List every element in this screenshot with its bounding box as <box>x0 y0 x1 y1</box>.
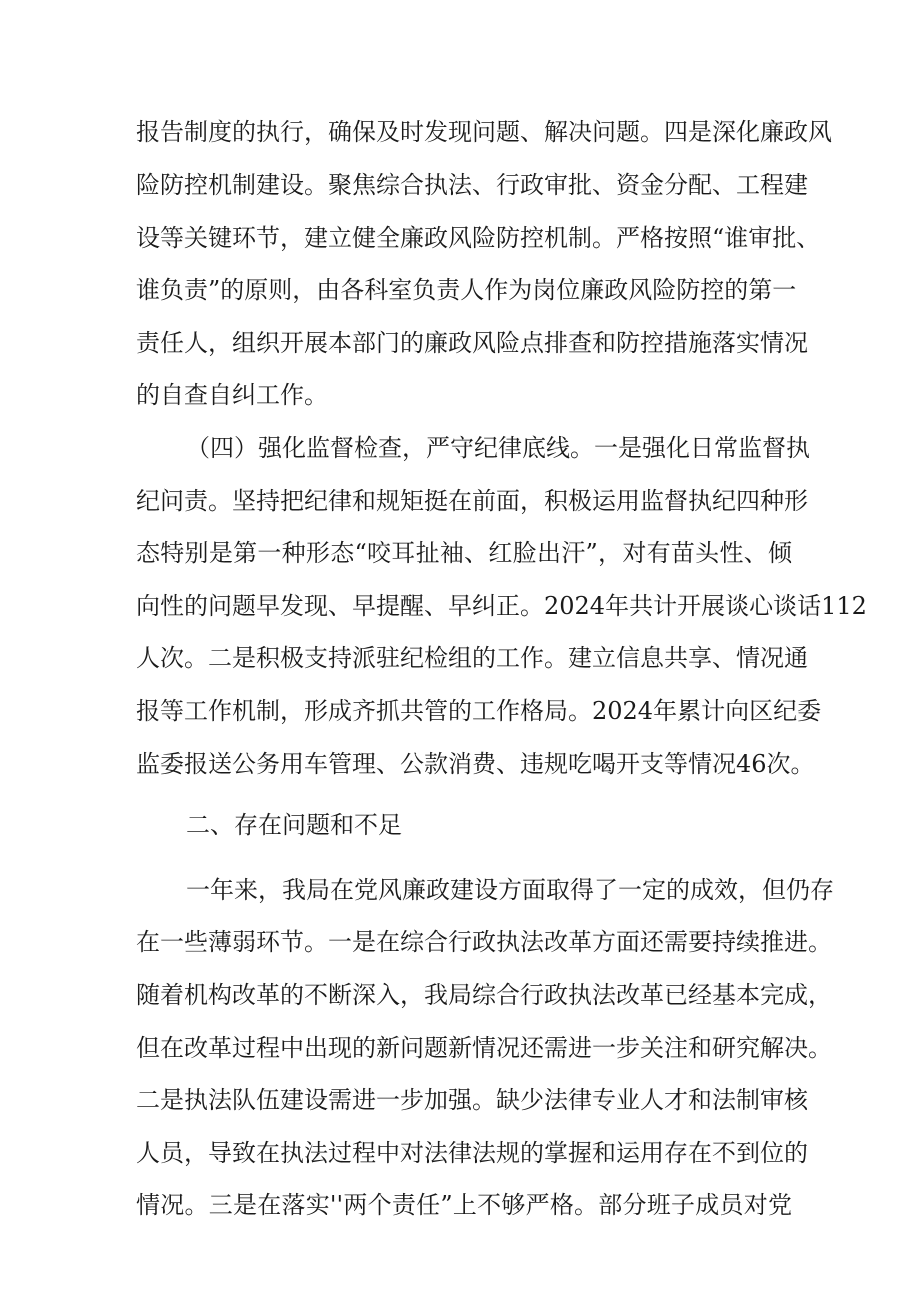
paragraph-2-line-6: 报等工作机制，形成齐抓共管的工作格局。2024年累计向区纪委 <box>136 697 822 725</box>
paragraph-1-line-2: 险防控机制建设。聚焦综合执法、行政审批、资金分配、工程建 <box>136 171 808 199</box>
paragraph-3-line-1: 一年来，我局在党风廉政建设方面取得了一定的成效，但仍存 <box>186 876 834 904</box>
paragraph-3-line-3: 随着机构改革的不断深入，我局综合行政执法改革已经基本完成， <box>136 981 832 1009</box>
paragraph-2-line-2: 纪问责。坚持把纪律和规矩挺在前面，积极运用监督执纪四种形 <box>136 487 808 515</box>
paragraph-3-line-6: 人员，导致在执法过程中对法律法规的掌握和运用存在不到位的 <box>136 1139 808 1167</box>
paragraph-3-line-2: 在一些薄弱环节。一是在综合行政执法改革方面还需要持续推进。 <box>136 928 832 956</box>
paragraph-1-line-3: 设等关键环节，建立健全廉政风险防控机制。严格按照“谁审批、 <box>136 224 821 252</box>
section-heading: 二、存在问题和不足 <box>186 811 402 839</box>
paragraph-2-line-5: 人次。二是积极支持派驻纪检组的工作。建立信息共享、情况通 <box>136 644 808 672</box>
paragraph-3-line-5: 二是执法队伍建设需进一步加强。缺少法律专业人才和法制审核 <box>136 1086 808 1114</box>
paragraph-1-line-6: 的自查自纠工作。 <box>136 381 328 409</box>
paragraph-1-line-4: 谁负责”的原则，由各科室负责人作为岗位廉政风险防控的第一 <box>136 276 797 304</box>
paragraph-2-line-4: 向性的问题早发现、早提醒、早纠正。2024年共计开展谈心谈话112 <box>136 592 867 620</box>
paragraph-2-line-1: （四）强化监督检查，严守纪律底线。一是强化日常监督执 <box>186 434 810 462</box>
paragraph-3-line-4: 但在改革过程中出现的新问题新情况还需进一步关注和研究解决。 <box>136 1034 832 1062</box>
paragraph-1-line-5: 责任人，组织开展本部门的廉政风险点排查和防控措施落实情况 <box>136 329 808 357</box>
paragraph-3-line-7: 情况。三是在落实''两个责任”上不够严格。部分班子成员对党 <box>136 1191 792 1219</box>
paragraph-2-line-7: 监委报送公务用车管理、公款消费、违规吃喝开支等情况46次。 <box>136 750 815 778</box>
paragraph-2-line-3: 态特别是第一种形态“咬耳扯袖、红脸出汗”，对有苗头性、倾 <box>136 539 792 567</box>
paragraph-1-line-1: 报告制度的执行，确保及时发现问题、解决问题。四是深化廉政风 <box>136 118 832 146</box>
